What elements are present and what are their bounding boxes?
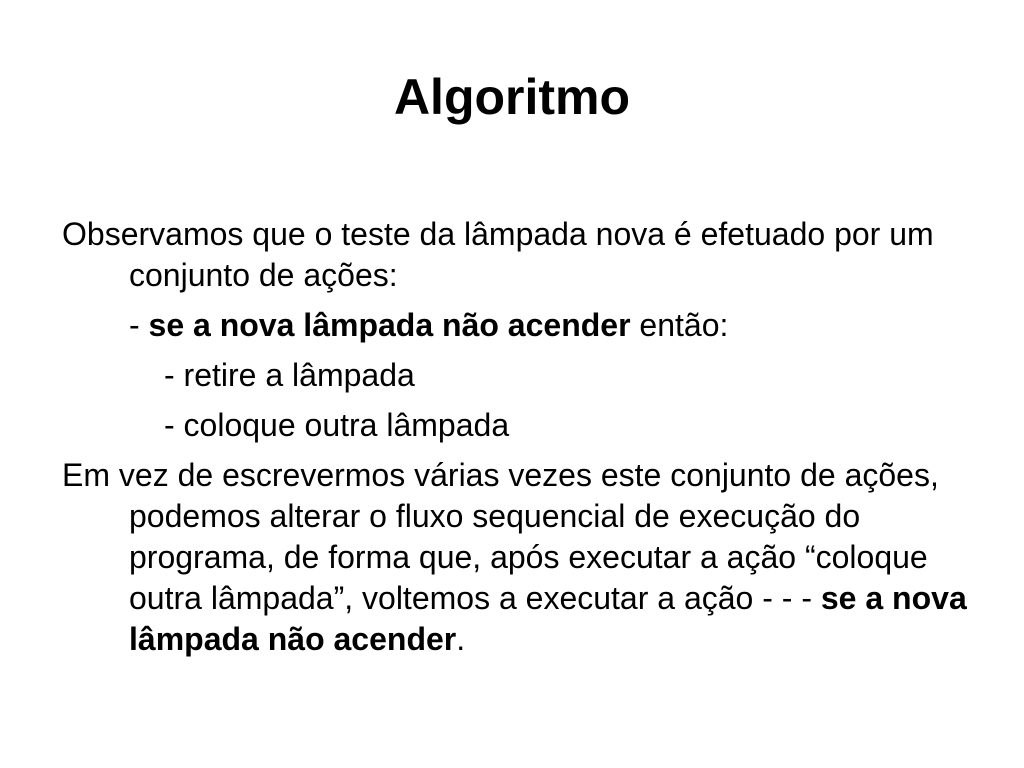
paragraph-loop-end: . bbox=[456, 621, 466, 657]
paragraph-loop-bold: se a nova lâmpada não acender bbox=[129, 580, 967, 657]
condition-then: então: bbox=[630, 307, 729, 343]
action-place-lamp: - coloque outra lâmpada bbox=[164, 407, 510, 443]
slide-title: Algoritmo bbox=[393, 69, 631, 125]
paragraph-loop bbox=[62, 455, 982, 660]
paragraph-intro: Observamos que o teste da lâmpada nova é efetuado por um conjunto de ações: bbox=[62, 216, 934, 293]
condition-dash: - bbox=[129, 307, 149, 343]
paragraph-loop-text: Em vez de escrevermos várias vezes este conjunto de ações, podemos alterar o fluxo sequencial de execução do programa, de forma que, após executar a ação “coloque outra lâmpada”, voltemos a executar a ação - - - bbox=[62, 457, 939, 616]
condition-bold: se a nova lâmpada não acender bbox=[148, 307, 631, 343]
slide-body bbox=[62, 214, 982, 660]
condition-line bbox=[62, 305, 982, 346]
action-remove-lamp: - retire a lâmpada bbox=[164, 357, 415, 393]
